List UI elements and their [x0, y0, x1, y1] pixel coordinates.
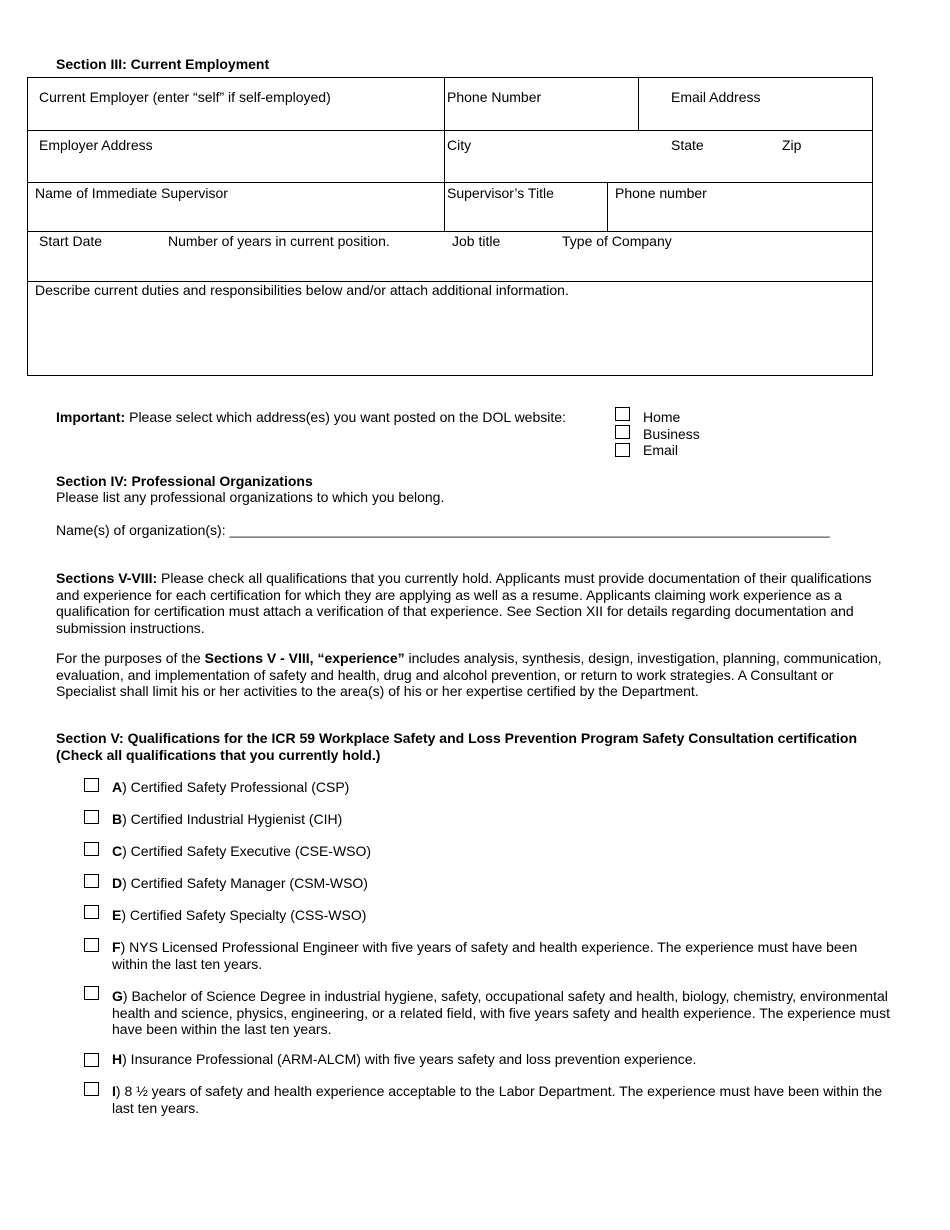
qualification-e-checkbox[interactable] [84, 905, 99, 919]
start-date-field[interactable]: Start Date [39, 233, 103, 249]
home-checkbox[interactable] [615, 407, 630, 421]
section-4-subtitle: Please list any professional organizations to which you belong. [56, 489, 445, 505]
important-text: Please select which address(es) you want posted on the DOL website: [125, 409, 566, 425]
qualification-f [112, 939, 890, 972]
company-type-field[interactable]: Type of Company [562, 233, 672, 249]
sections-v-viii-label: Sections V-VIII: [56, 570, 158, 586]
column-divider [638, 78, 639, 130]
state-field[interactable]: State [671, 137, 704, 153]
email-address-field[interactable]: Email Address [671, 89, 761, 105]
experience-definition-text: For the purposes of the [56, 650, 205, 666]
sections-reference: Sections V - VIII [204, 650, 310, 666]
supervisor-phone-field[interactable]: Phone number [615, 185, 707, 201]
row-divider [28, 231, 872, 232]
qualification-h [112, 1051, 890, 1068]
email-option-label: Email [643, 442, 679, 458]
duties-field[interactable]: Describe current duties and responsibilities below and/or attach additional information. [35, 282, 569, 298]
email-checkbox[interactable] [615, 443, 630, 457]
zip-field[interactable]: Zip [782, 137, 802, 153]
qualification-text: ) Certified Safety Manager (CSM-WSO) [122, 875, 368, 891]
qualification-a [112, 779, 890, 796]
qualification-text: ) Insurance Professional (ARM-ALCM) with five years safety and loss prevention experience. [122, 1051, 697, 1067]
qualification-letter: B [112, 811, 123, 827]
qualification-f-checkbox[interactable] [84, 938, 99, 952]
column-divider [444, 78, 445, 231]
qualification-text: ) Certified Safety Professional (CSP) [122, 779, 350, 795]
separator: , [309, 650, 318, 666]
address-posting-prompt [56, 409, 566, 425]
important-label: Important: [56, 409, 126, 425]
qualification-c [112, 843, 890, 860]
current-employer-field[interactable]: Current Employer (enter “self” if self-employed) [39, 89, 331, 105]
organizations-input-line[interactable]: ___________________________________________________________________________________ [229, 523, 830, 538]
organizations-label: Name(s) of organization(s): [56, 522, 226, 538]
qualification-d [112, 875, 890, 892]
business-option-label: Business [643, 426, 700, 442]
qualification-g-checkbox[interactable] [84, 986, 99, 1000]
employer-phone-field[interactable]: Phone Number [447, 89, 542, 105]
experience-term: “experience” [317, 650, 405, 666]
employment-table [27, 77, 873, 376]
section-4-title: Section IV: Professional Organizations [56, 473, 313, 489]
business-checkbox[interactable] [615, 425, 630, 439]
qualification-letter: I [112, 1083, 116, 1099]
qualification-b [112, 811, 890, 828]
qualification-letter: E [112, 907, 122, 923]
qualification-letter: C [112, 843, 123, 859]
qualification-text: ) Bachelor of Science Degree in industrial hygiene, safety, occupational safety and health, biology, chemistry, environmental health and science, physics, engineering, or a related field, with five years safety and health experience. The experience must have been within the last ten years. [112, 988, 890, 1037]
qualification-g [112, 988, 890, 1038]
sections-v-viii-instructions [56, 570, 886, 636]
qualification-text: ) NYS Licensed Professional Engineer with five years of safety and health experience. The experience must have been within the last ten years. [112, 939, 858, 972]
sections-v-viii-text: Please check all qualifications that you currently hold. Applicants must provide documentation of their qualifications and experience for each certification for which they are applying as well as a resume. Applicants claiming work experience as a qualification for certification must attach a verification of that experience. See Section XII for details regarding documentation and submission instructions. [56, 570, 872, 636]
qualification-e [112, 907, 890, 924]
qualification-letter: D [112, 875, 123, 891]
qualification-letter: A [112, 779, 123, 795]
experience-definition-text: includes analysis, synthesis, design, investigation, planning, communication, evaluation, and implementation of safety and health, drug and alcohol prevention, or return to work strategies. A Consultant or Specialist shall limit his or her activities to the area(s) of his or her expertise certified by the Department. [56, 650, 882, 699]
employer-address-field[interactable]: Employer Address [39, 137, 153, 153]
organizations-field [56, 522, 830, 538]
qualification-a-checkbox[interactable] [84, 778, 99, 792]
section-3-title: Section III: Current Employment [56, 56, 270, 72]
section-5-title: Section V: Qualifications for the ICR 59 Workplace Safety and Loss Prevention Program Safety Consultation certification (Check all qualifications that you currently hold.) [56, 730, 858, 763]
home-option-label: Home [643, 409, 681, 425]
qualification-d-checkbox[interactable] [84, 874, 99, 888]
qualification-text: ) Certified Safety Specialty (CSS-WSO) [121, 907, 367, 923]
qualification-letter: G [112, 988, 123, 1004]
city-field[interactable]: City [447, 137, 472, 153]
supervisor-title-field[interactable]: Supervisor’s Title [447, 185, 554, 201]
qualification-i-checkbox[interactable] [84, 1082, 99, 1096]
qualification-text: ) Certified Industrial Hygienist (CIH) [122, 811, 343, 827]
job-title-field[interactable]: Job title [452, 233, 501, 249]
experience-definition [56, 650, 886, 700]
supervisor-name-field[interactable]: Name of Immediate Supervisor [35, 185, 228, 201]
qualification-h-checkbox[interactable] [84, 1053, 99, 1067]
qualification-letter: F [112, 939, 121, 955]
qualification-text: ) 8 ½ years of safety and health experience acceptable to the Labor Department. The experience must have been within the last ten years. [112, 1083, 883, 1116]
row-divider [28, 182, 872, 183]
column-divider [607, 182, 608, 231]
qualification-letter: H [112, 1051, 123, 1067]
qualification-b-checkbox[interactable] [84, 810, 99, 824]
qualification-i [112, 1083, 890, 1116]
qualification-text: ) Certified Safety Executive (CSE-WSO) [122, 843, 372, 859]
row-divider [28, 130, 872, 131]
qualification-c-checkbox[interactable] [84, 842, 99, 856]
years-in-position-field[interactable]: Number of years in current position. [168, 233, 390, 249]
